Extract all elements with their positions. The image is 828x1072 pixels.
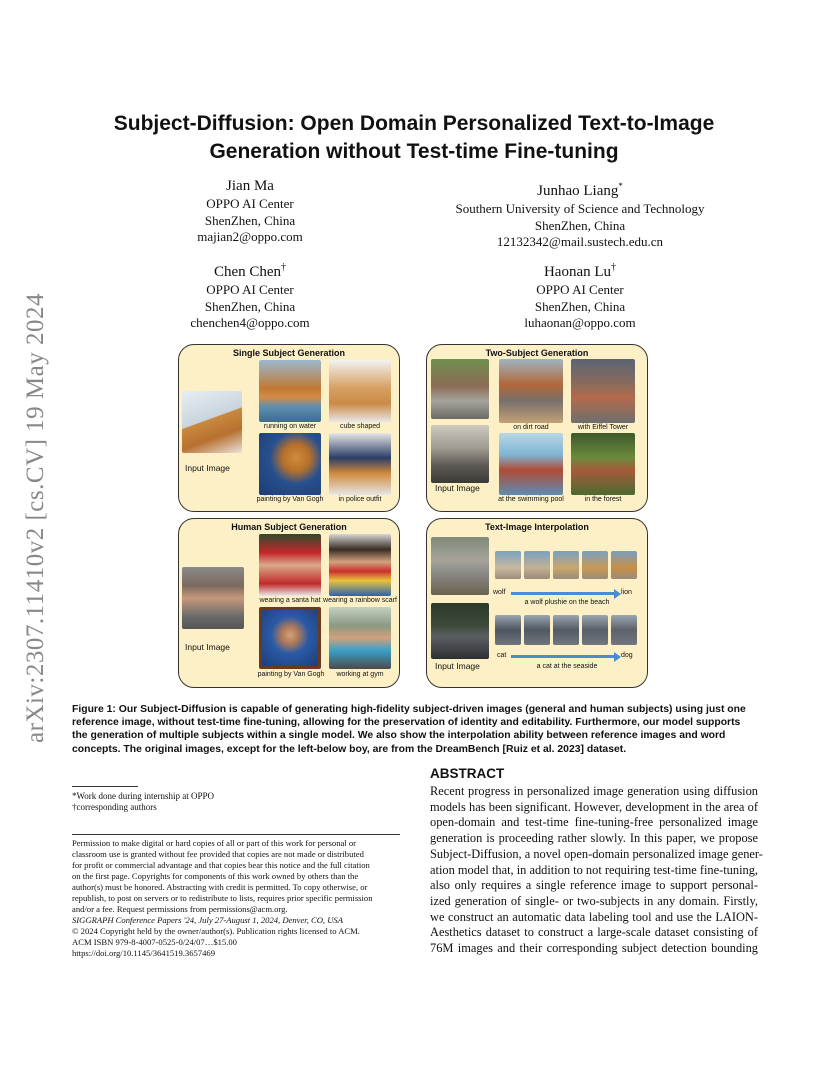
caption-running-on-water: running on water [263, 423, 317, 430]
author-affiliation: Southern University of Science and Technology [455, 201, 705, 216]
doi-link[interactable]: https://doi.org/10.1145/3641519.3657469 [72, 948, 215, 958]
author-email: majian2@oppo.com [197, 229, 303, 244]
input-image-label: Input Image [435, 661, 480, 671]
author-affiliation: OPPO AI Center [206, 196, 294, 211]
copyright-line: © 2024 Copyright held by the owner/author(s). Publication rights licensed to ACM. [72, 926, 360, 936]
author-block-3 [150, 258, 350, 332]
permission-rule [72, 834, 400, 835]
interpolation-image [495, 615, 521, 645]
author-name: Junhao Liang [537, 183, 619, 199]
permission-line: republish, to post on servers or to redistribute to lists, requires prior specific permission [72, 893, 373, 903]
caption-rainbow-scarf: wearing a rainbow scarf [323, 597, 397, 604]
author-affiliation: OPPO AI Center [536, 282, 624, 297]
panel-title: Text-Image Interpolation [485, 522, 589, 532]
generated-image-eiffel-tower [571, 359, 635, 423]
interpolation-start-word: cat [497, 652, 507, 659]
abstract-line: ation model that, in addition to not requiring test-time fine-tuning, [430, 862, 758, 877]
panel-human-subject [178, 518, 400, 688]
abstract-line: 76M images and their corresponding subject detection bounding [430, 941, 758, 956]
input-image-label: Input Image [185, 463, 230, 473]
interpolation-image [611, 551, 637, 579]
toy-input-image-2 [431, 425, 489, 483]
author-name: Haonan Lu [543, 264, 612, 280]
abstract-line: generation is proceeding rather slowly. In this paper, we propose [430, 831, 758, 846]
generated-image-police-outfit [329, 433, 391, 495]
author-affiliation: OPPO AI Center [206, 282, 294, 297]
author-block-4 [430, 258, 730, 332]
interpolation-end-word: lion [621, 589, 632, 596]
caption-eiffel-tower: with Eiffel Tower [577, 424, 629, 431]
generated-image-gym [329, 607, 391, 669]
toy-input-image-1 [431, 359, 489, 419]
wolf-plush-input-image [431, 537, 489, 595]
interpolation-image [553, 615, 579, 645]
interpolation-end-word: dog [621, 652, 633, 659]
interpolation-arrow [511, 592, 615, 595]
figure-caption [72, 703, 758, 756]
generated-image-running-on-water [259, 360, 321, 422]
caption-forest: in the forest [584, 496, 622, 503]
author-block-1 [150, 177, 350, 246]
generated-image-rainbow-scarf [329, 534, 391, 596]
cat-input-image [431, 603, 489, 659]
interpolation-arrow [511, 655, 615, 658]
interpolation-image [524, 615, 550, 645]
conference-line: SIGGRAPH Conference Papers '24, July 27-August 1, 2024, Denver, CO, USA [72, 915, 343, 925]
arxiv-identifier [18, 278, 54, 758]
abstract-line: Subject-Diffusion, a novel open-domain personalized image gener- [430, 846, 763, 861]
interpolation-image [582, 615, 608, 645]
author-location: ShenZhen, China [534, 298, 626, 314]
panel-title: Human Subject Generation [231, 522, 347, 532]
author-name: Jian Ma [226, 178, 274, 194]
author-mark: † [611, 262, 617, 273]
footnote-internship: *Work done during internship at OPPO [72, 791, 215, 801]
permission-line: and/or a fee. Request permissions from permissions@acm.org. [72, 904, 288, 914]
footnote-rule [72, 786, 138, 787]
author-block-2 [430, 177, 730, 251]
generated-image-cube-shaped [329, 360, 391, 422]
generated-image-van-gogh-portrait [259, 607, 321, 669]
interpolation-image [553, 551, 579, 579]
abstract-body [430, 784, 763, 957]
abstract-line: Recent progress in personalized image generation using diffusion [430, 784, 758, 798]
author-email: luhaonan@oppo.com [524, 315, 636, 330]
isbn-line: ACM ISBN 979-8-4007-0525-0/24/07…$15.00 [72, 937, 237, 947]
abstract-line: models has been significant. However, development in the area of [430, 799, 758, 814]
caption-gym: working at gym [336, 671, 384, 678]
footnote-corresponding: †corresponding authors [72, 802, 157, 812]
interpolation-image [495, 551, 521, 579]
corgi-input-image [182, 391, 242, 453]
figure-label: Figure 1: [72, 704, 116, 715]
author-name: Chen Chen [213, 264, 282, 280]
caption-van-gogh: painting by Van Gogh [256, 496, 324, 503]
interpolation-image [524, 551, 550, 579]
author-mark: † [281, 262, 287, 273]
interpolation-image [611, 615, 637, 645]
abstract-line: Aesthetics dataset to construct a large-scale dataset consisting of [430, 925, 758, 940]
paper-title [60, 110, 768, 166]
author-location: ShenZhen, China [534, 217, 626, 233]
caption-van-gogh-portrait: painting by Van Gogh [257, 671, 325, 678]
interpolation-prompt: a cat at the seaside [536, 663, 598, 670]
interpolation-start-word: wolf [493, 589, 506, 596]
generated-image-van-gogh [259, 433, 321, 495]
generated-image-forest [571, 433, 635, 495]
panel-title: Single Subject Generation [232, 348, 346, 358]
abstract-line: also only requires a single reference image to support personal- [430, 878, 758, 893]
generated-image-swimming-pool [499, 433, 563, 495]
permission-line: classroom use is granted without fee provided that copies are not made or distributed [72, 849, 364, 859]
abstract-line: we construct an automatic data labeling tool and use the LAION- [430, 909, 758, 924]
panel-text-image-interpolation [426, 518, 648, 688]
panel-two-subject [426, 344, 648, 512]
permission-line: for profit or commercial advantage and that copies bear this notice and the full citation [72, 860, 370, 870]
generated-image-santa-hat [259, 534, 321, 596]
interpolation-prompt: a wolf plushie on the beach [524, 599, 610, 606]
permission-block [72, 838, 400, 959]
paper-title-line-2: Generation without Test-time Fine-tuning [209, 140, 619, 163]
abstract-line: ized generation of single- or two-subjects in any domain. Firstly, [430, 893, 758, 908]
author-mark: * [618, 181, 623, 191]
author-email: 12132342@mail.sustech.edu.cn [496, 234, 664, 249]
permission-line: Permission to make digital or hard copies of all or part of this work for personal or [72, 838, 357, 848]
caption-santa-hat: wearing a santa hat [259, 597, 321, 604]
permission-line: author(s) must be honored. Abstracting with credit is permitted. To copy otherwise, or [72, 882, 368, 892]
author-email: chenchen4@oppo.com [190, 315, 310, 330]
arxiv-identifier-text: arXiv:2307.11410v2 [cs.CV] 19 May 2024 [22, 293, 49, 743]
abstract-line: open-domain and test-time fine-tuning-free personalized image [430, 815, 758, 830]
caption-police-outfit: in police outfit [338, 496, 382, 503]
author-location: ShenZhen, China [204, 212, 296, 228]
boy-input-image [182, 567, 244, 629]
author-location: ShenZhen, China [204, 298, 296, 314]
generated-image-dirt-road [499, 359, 563, 423]
figure-caption-text: Our Subject-Diffusion is capable of generating high-fidelity subject-driven images (general and human subjects) using just one reference image, without test-time fine-tuning, allowing for the preservation of identity and editability. Furthermore, our model supports the generation of multiple subjects within a single model. We also show the interpolation ability between reference images and word concepts. The original images, except for the left-below boy, are from the DreamBench [Ruiz et al. 2023] dataset. [72, 704, 746, 755]
abstract-heading: ABSTRACT [430, 766, 505, 781]
panel-title: Two-Subject Generation [485, 348, 589, 358]
caption-cube-shaped: cube shaped [339, 423, 381, 430]
caption-dirt-road: on dirt road [513, 424, 549, 431]
paper-title-line-1: Subject-Diffusion: Open Domain Personalized Text-to-Image [113, 112, 715, 135]
caption-swimming-pool: at the swimming pool [498, 496, 564, 503]
panel-single-subject [178, 344, 400, 512]
input-image-label: Input Image [185, 642, 230, 652]
interpolation-image [582, 551, 608, 579]
permission-line: on the first page. Copyrights for components of this work owned by others than the [72, 871, 359, 881]
input-image-label: Input Image [435, 483, 480, 493]
